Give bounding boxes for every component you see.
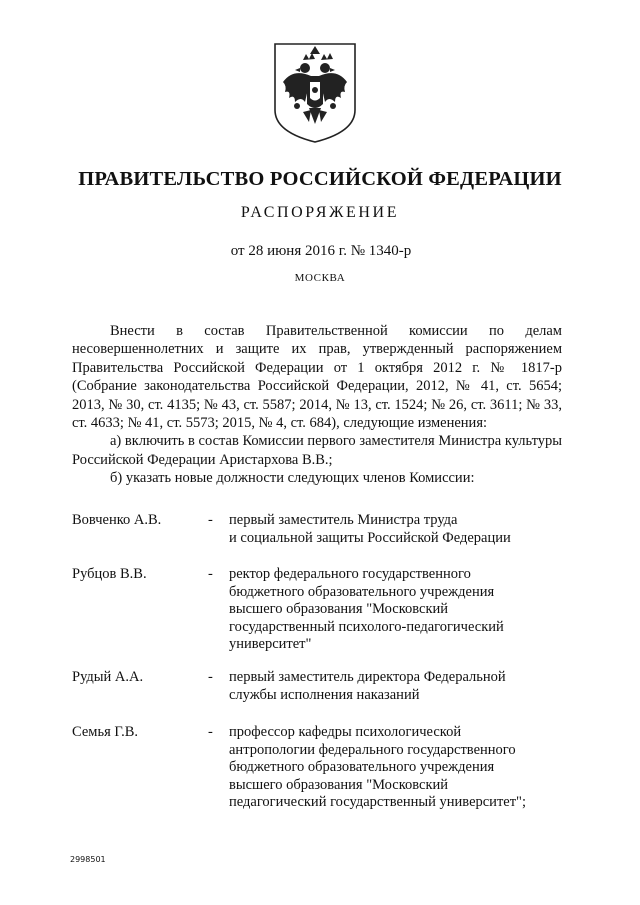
member-position: первый заместитель Министра труда и социальной защиты Российской Федерации bbox=[229, 512, 511, 546]
document-code: 2998501 bbox=[70, 855, 106, 864]
document-date-number: от 28 июня 2016 г. № 1340-р bbox=[230, 243, 412, 259]
order-body bbox=[72, 322, 562, 488]
member-name: Вовченко А.В. bbox=[72, 512, 162, 528]
member-position: ректор федерального государственного бюджетного образовательного учреждения высшего образования "Московский государственный психолого-педагогический университет" bbox=[229, 566, 504, 653]
member-position: профессор кафедры психологической антропологии федерального государственного бюджетного образовательного учреждения высшего образования "Московский педагогический государственный университет"; bbox=[229, 724, 527, 811]
government-title: ПРАВИТЕЛЬСТВО РОССИЙСКОЙ ФЕДЕРАЦИИ bbox=[78, 168, 562, 190]
member-name: Семья Г.В. bbox=[72, 724, 139, 740]
member-name: Рудый А.А. bbox=[72, 669, 144, 685]
coat-of-arms-icon bbox=[273, 42, 357, 144]
paragraph-main: Внести в состав Правительственной комиссии по делам несовершеннолетних и защите их прав, утвержденный распоряжением Правительства Российской Федерации от 1 октября 2012 г. № 1817-р (Собрание законодательства Российской Федерации, 2012, № 41, ст. 5654; 2013, № 30, ст. 4135; № 43, ст. 5587; 2014, № 13, ст. 1524; № 26, ст. 3611; № 33, ст. 4633; № 41, ст. 5573; 2015, № 4, ст. 684), следующие изменения: bbox=[72, 323, 562, 432]
paragraph-a: а) включить в состав Комиссии первого заместителя Министра культуры Российской Федерации Аристархова В.В.; bbox=[72, 433, 562, 468]
member-dash: - bbox=[208, 724, 213, 740]
paragraph-b: б) указать новые должности следующих членов Комиссии: bbox=[110, 470, 475, 487]
member-name: Рубцов В.В. bbox=[72, 566, 147, 582]
member-position: первый заместитель директора Федеральной службы исполнения наказаний bbox=[229, 669, 506, 703]
document-type: РАСПОРЯЖЕНИЕ bbox=[240, 204, 400, 221]
member-dash: - bbox=[208, 512, 213, 528]
member-dash: - bbox=[208, 566, 213, 582]
document-city: МОСКВА bbox=[294, 272, 346, 284]
member-dash: - bbox=[208, 669, 213, 685]
